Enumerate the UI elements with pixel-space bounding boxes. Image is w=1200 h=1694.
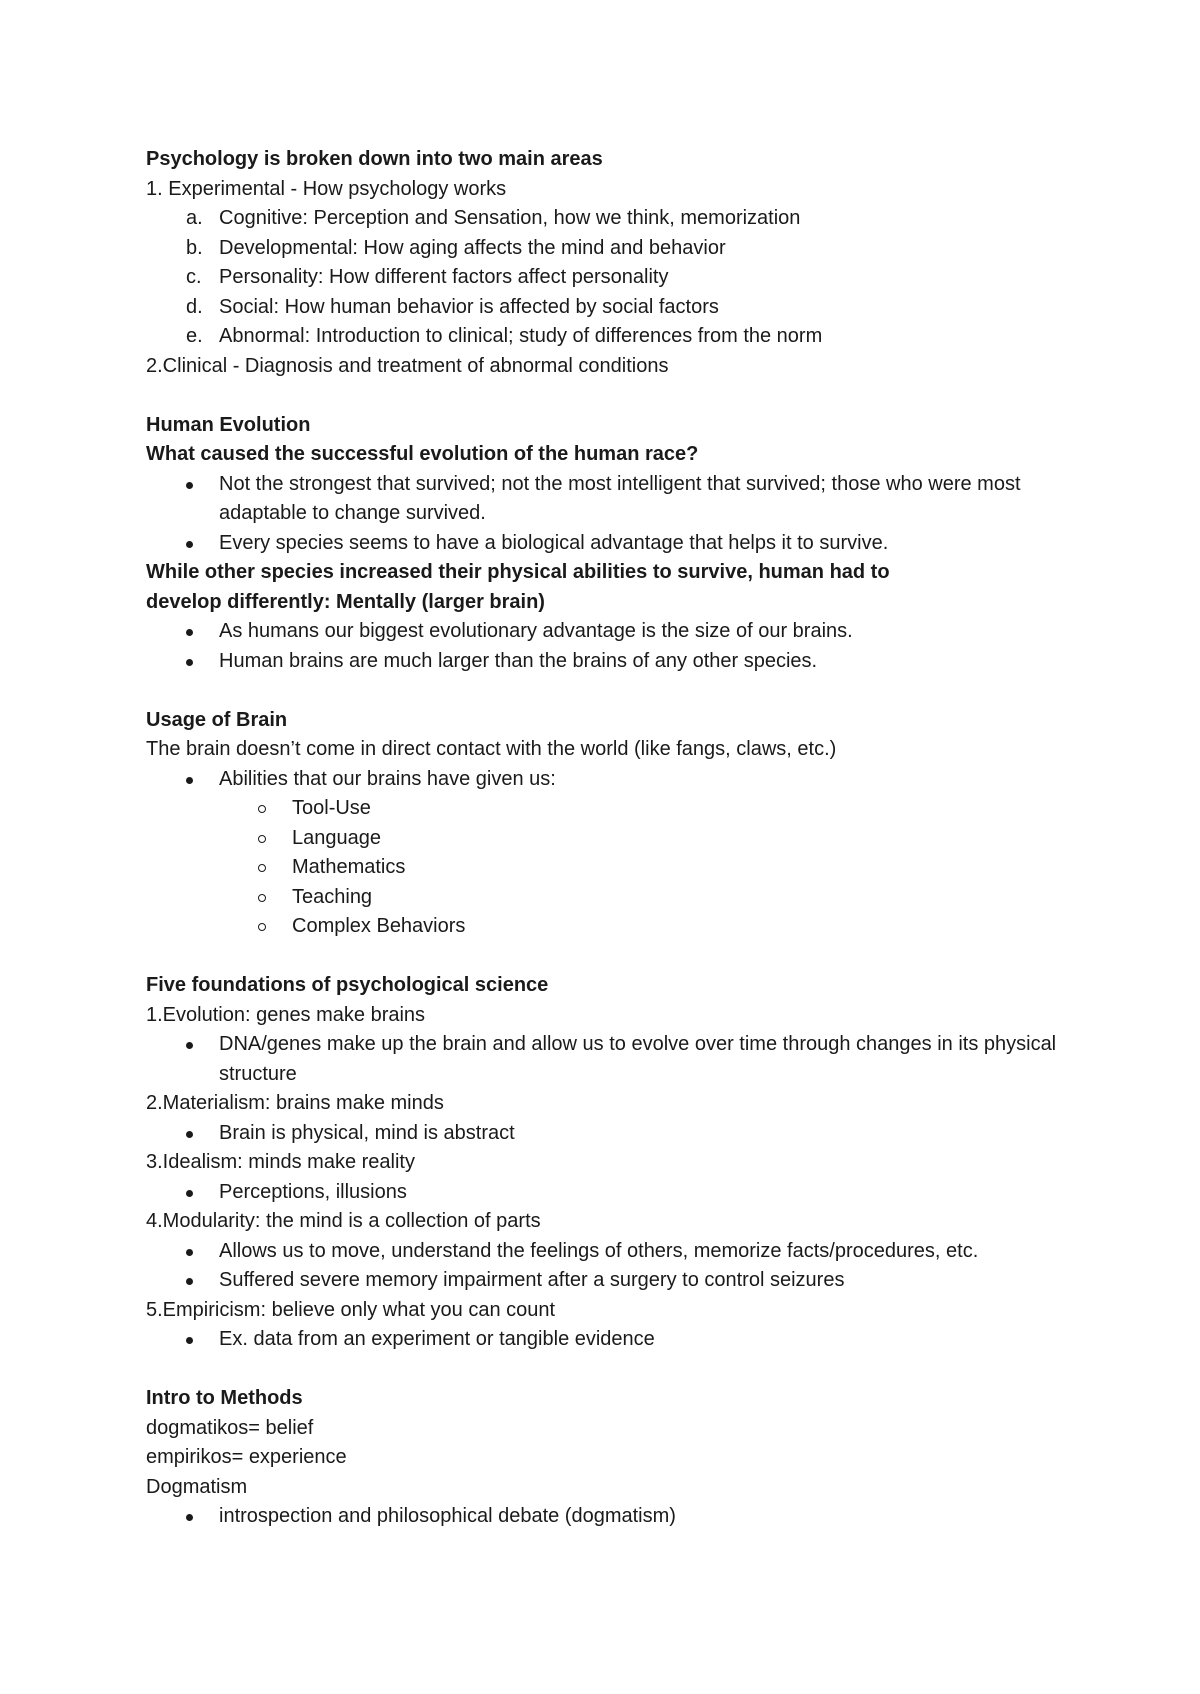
list-marker: c. <box>186 266 202 288</box>
list-item-text: Developmental: How aging affects the mind and behavior <box>219 236 726 259</box>
evolution-question: What caused the successful evolution of the human race? <box>146 443 699 465</box>
section-heading-methods: Intro to Methods <box>146 1387 303 1409</box>
bullet-item <box>146 529 1086 559</box>
spacer <box>146 1355 1086 1385</box>
list-marker: b. <box>186 236 203 259</box>
sub-bullet-item <box>146 853 1086 883</box>
bullet-disc-icon <box>186 777 193 784</box>
bullet-disc-icon <box>186 1131 193 1138</box>
list-marker: a. <box>186 207 203 229</box>
evolution-statement: While other species increased their physical abilities to survive, human had to develop differently: Mentally (larger brain) <box>146 561 890 613</box>
bullet-text: Ex. data from an experiment or tangible evidence <box>219 1328 655 1350</box>
bullet-circle-icon <box>258 864 266 872</box>
section-heading-evolution: Human Evolution <box>146 413 311 436</box>
foundation-label: 4.Modularity: the mind is a collection of parts <box>146 1210 541 1232</box>
bullet-disc-icon <box>186 541 193 548</box>
bullet-text: DNA/genes make up the brain and allow us to evolve over time through changes in its physical structure <box>219 1033 1057 1085</box>
list-item <box>146 293 1086 323</box>
bullet-disc-icon <box>186 1278 193 1285</box>
bullet-disc-icon <box>186 1042 193 1049</box>
sub-bullet-item <box>146 794 1086 824</box>
bullet-text: Allows us to move, understand the feelings of others, memorize facts/procedures, etc. <box>219 1239 979 1262</box>
foundation-label: 3.Idealism: minds make reality <box>146 1151 415 1173</box>
bullet-item <box>146 1502 1086 1532</box>
sub-bullet-item <box>146 912 1086 942</box>
bullet-disc-icon <box>186 1514 193 1521</box>
bullet-item <box>146 617 1086 647</box>
methods-line: dogmatikos= belief <box>146 1416 314 1439</box>
bullet-text: Perceptions, illusions <box>219 1180 407 1203</box>
document-content <box>146 145 1086 1532</box>
sub-bullet-item <box>146 824 1086 854</box>
sub-bullet-text: Teaching <box>292 885 373 908</box>
bullet-item <box>146 1266 1086 1296</box>
bullet-circle-icon <box>258 923 266 931</box>
bullet-text: Suffered severe memory impairment after a surgery to control seizures <box>219 1269 845 1291</box>
clinical-line: 2.Clinical - Diagnosis and treatment of abnormal conditions <box>146 354 669 377</box>
bullet-disc-icon <box>186 1249 193 1256</box>
list-marker: d. <box>186 295 203 318</box>
bullet-text: Human brains are much larger than the brains of any other species. <box>219 649 818 672</box>
bullet-item <box>146 1237 1086 1267</box>
spacer <box>146 381 1086 411</box>
bullet-item <box>146 765 1086 795</box>
list-item-text: Cognitive: Perception and Sensation, how we think, memorization <box>219 207 801 229</box>
bullet-circle-icon <box>258 894 266 902</box>
foundation-label: 1.Evolution: genes make brains <box>146 1003 426 1026</box>
section-heading-foundations: Five foundations of psychological science <box>146 974 549 996</box>
sub-bullet-text: Language <box>292 826 381 849</box>
bullet-circle-icon <box>258 835 266 843</box>
list-marker: e. <box>186 325 203 347</box>
bullet-text: Abilities that our brains have given us: <box>219 767 556 790</box>
bullet-item <box>146 470 1086 529</box>
bullet-item <box>146 1325 1086 1355</box>
bullet-circle-icon <box>258 805 266 813</box>
list-item-text: Personality: How different factors affect personality <box>219 266 669 288</box>
list-item <box>146 263 1086 293</box>
bullet-disc-icon <box>186 482 193 489</box>
bullet-text: Every species seems to have a biological advantage that helps it to survive. <box>219 531 889 554</box>
list-item-text: Abnormal: Introduction to clinical; study of differences from the norm <box>219 325 823 347</box>
bullet-disc-icon <box>186 1337 193 1344</box>
list-item <box>146 322 1086 352</box>
bullet-text: Not the strongest that survived; not the most intelligent that survived; those who were most adaptable to change survived. <box>219 472 1021 524</box>
list-item <box>146 204 1086 234</box>
bullet-item <box>146 1119 1086 1149</box>
bullet-item <box>146 1030 1086 1089</box>
spacer <box>146 676 1086 706</box>
bullet-disc-icon <box>186 659 193 666</box>
sub-bullet-text: Mathematics <box>292 856 406 878</box>
experimental-line: 1. Experimental - How psychology works <box>146 177 507 200</box>
section-heading-brain: Usage of Brain <box>146 708 288 731</box>
bullet-item <box>146 1178 1086 1208</box>
methods-line: Dogmatism <box>146 1475 248 1498</box>
foundation-label: 5.Empiricism: believe only what you can count <box>146 1298 556 1321</box>
bullet-item <box>146 647 1086 677</box>
bullet-text: introspection and philosophical debate (dogmatism) <box>219 1505 676 1527</box>
list-item-text: Social: How human behavior is affected by social factors <box>219 295 719 318</box>
list-item <box>146 234 1086 264</box>
spacer <box>146 942 1086 972</box>
methods-line: empirikos= experience <box>146 1446 347 1468</box>
sub-bullet-text: Complex Behaviors <box>292 915 466 937</box>
bullet-disc-icon <box>186 629 193 636</box>
section-heading-areas: Psychology is broken down into two main areas <box>146 148 603 170</box>
brain-intro: The brain doesn’t come in direct contact with the world (like fangs, claws, etc.) <box>146 738 837 760</box>
foundation-label: 2.Materialism: brains make minds <box>146 1092 444 1114</box>
sub-bullet-text: Tool-Use <box>292 797 371 819</box>
bullet-text: Brain is physical, mind is abstract <box>219 1121 515 1144</box>
sub-bullet-item <box>146 883 1086 913</box>
bullet-text: As humans our biggest evolutionary advantage is the size of our brains. <box>219 620 853 642</box>
bullet-disc-icon <box>186 1190 193 1197</box>
